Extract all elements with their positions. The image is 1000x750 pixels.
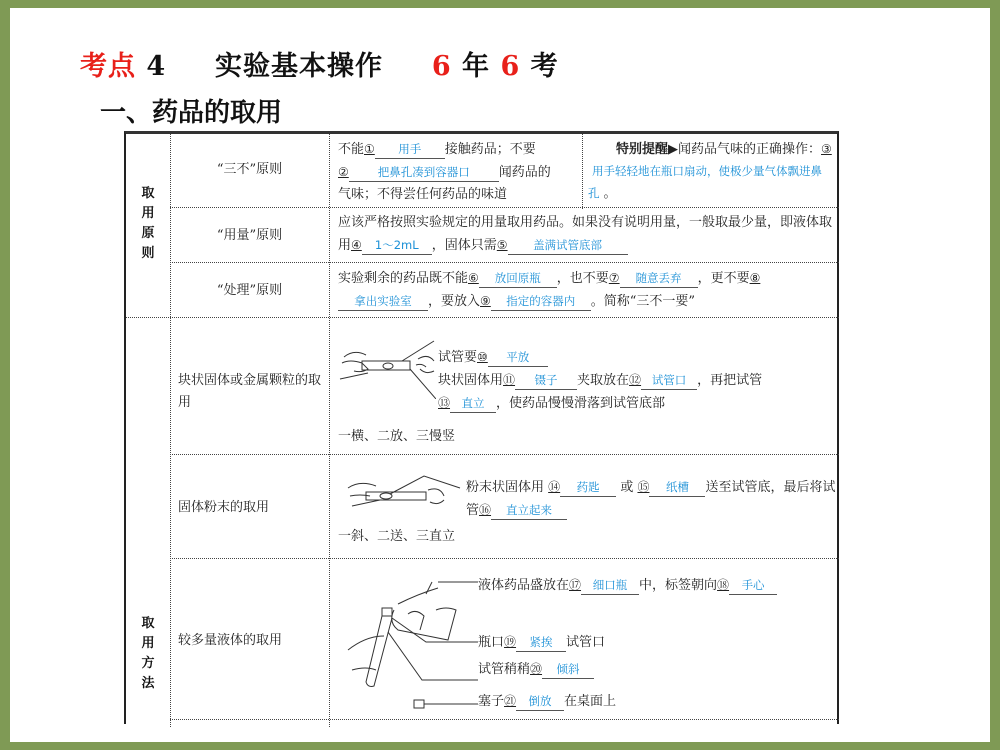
answer-blank-15: 纸槽 xyxy=(649,479,705,497)
answer-blank-3: 用手轻轻地在瓶口扇动，使极少量气体飘进鼻孔 xyxy=(588,164,822,200)
lump-solid-mnemonic: 一横、二放、三慢竖 xyxy=(338,429,456,444)
answer-blank-10: 平放 xyxy=(488,349,548,367)
exams-number: 6 xyxy=(500,51,521,82)
powder-spatula-illustration xyxy=(344,474,464,514)
answer-blank-18: 手心 xyxy=(729,577,777,595)
row-divider xyxy=(170,719,839,720)
powder-steps: 粉末状固体用 ⑭ 药匙 或 ⑮ 纸槽 送至试管底，最后将试管⑯ 直立起来 xyxy=(466,480,836,518)
answer-blank-4: 1～2mL xyxy=(362,237,432,255)
special-tip: 特别提醒▶闻药品气味的正确操作：③用手轻轻地在瓶口扇动，使极少量气体飘进鼻孔 。 xyxy=(588,142,832,201)
row-label-disposal: “处理”原则 xyxy=(216,283,283,298)
pouring-liquid-illustration xyxy=(338,574,478,714)
tip-divider xyxy=(582,134,583,209)
dosage-text: 应该严格按照实验规定的用量取用药品。如果没有说明用量，一般取最少量，即液体取用④ 1～2mL ，固体只需⑤ 盖满试管底部 xyxy=(338,215,833,253)
answer-blank-17: 细口瓶 xyxy=(581,577,639,595)
group-label-principles: 取 用 原 则 xyxy=(141,186,155,261)
answer-blank-12: 试管口 xyxy=(641,372,697,390)
answer-blank-9: 指定的容器内 xyxy=(491,293,591,311)
row-divider xyxy=(170,454,839,455)
answer-blank-6: 放回原瓶 xyxy=(479,270,557,288)
kaodian-number: 4 xyxy=(146,51,167,82)
row-label-liquid: 较多量液体的取用 xyxy=(178,633,283,648)
row-divider xyxy=(170,207,839,208)
section-title: 一、药品的取用 xyxy=(100,98,283,128)
answer-blank-13: 直立 xyxy=(450,395,496,413)
answer-blank-14: 药匙 xyxy=(560,479,616,497)
answer-blank-21: 倒放 xyxy=(516,693,564,711)
answer-blank-11: 镊子 xyxy=(515,372,577,390)
liquid-step-1: 液体药品盛放在⑰ 细口瓶 中，标签朝向⑱ 手心 xyxy=(478,574,838,597)
exams-label: 考 xyxy=(530,51,559,82)
answer-blank-16: 直立起来 xyxy=(491,502,567,520)
row-label-dosage: “用量”原则 xyxy=(216,228,283,243)
answer-blank-7: 随意丢弃 xyxy=(620,270,698,288)
page-title xyxy=(80,44,559,83)
liquid-step-2: 瓶口⑲ 紧挨 试管口 xyxy=(478,635,606,650)
tip-label: 特别提醒▶ xyxy=(616,142,678,157)
column-divider xyxy=(170,134,171,727)
row-divider xyxy=(170,558,839,559)
row-divider xyxy=(170,262,839,263)
liquid-step-3: 试管稍稍⑳ 倾斜 xyxy=(478,658,594,681)
row-label-powder: 固体粉末的取用 xyxy=(178,500,270,515)
row-label-three-nots: “三不”原则 xyxy=(216,162,283,177)
group-divider xyxy=(126,317,839,318)
answer-blank-5: 盖满试管底部 xyxy=(508,237,628,255)
liquid-step-4: 塞子㉑ 倒放 在桌面上 xyxy=(478,694,617,709)
answer-blank-2: 把鼻孔凑到容器口 xyxy=(349,164,499,182)
years-label: 年 xyxy=(462,51,491,82)
disposal-text: 实验剩余的药品既不能⑥ 放回原瓶 ，也不要⑦ 随意丢弃 ，更不要⑧拿出实验室 ，要放入⑨ 指定的容器内 。简称“三不一要” xyxy=(338,271,761,309)
powder-mnemonic: 一斜、二送、三直立 xyxy=(338,529,456,544)
row-label-lump-solid: 块状固体或金属颗粒的取用 xyxy=(178,373,322,410)
three-nots-text: 不能① 用手 接触药品；不要 ② 把鼻孔凑到容器口 闻药品的 气味；不得尝任何药品的味道 xyxy=(338,142,551,202)
answer-blank-19: 紧挨 xyxy=(516,634,566,652)
group-label-methods: 取 用 方 法 xyxy=(141,616,155,691)
topic-title: 实验基本操作 xyxy=(215,51,384,82)
years-number: 6 xyxy=(431,51,452,82)
slide xyxy=(10,8,990,742)
answer-blank-8: 拿出实验室 xyxy=(338,293,428,311)
kaodian-label: 考点 xyxy=(80,51,136,82)
lump-solid-steps: 试管要⑩ 平放 块状固体用⑪ 镊子 夹取放在⑫ 试管口 ，再把试管 ⑬ 直立 ，使药品慢慢滑落到试管底部 xyxy=(438,350,763,411)
answer-blank-1: 用手 xyxy=(375,141,445,159)
tweezers-tube-illustration xyxy=(336,339,436,399)
answer-blank-20: 倾斜 xyxy=(542,661,594,679)
reagent-table xyxy=(124,131,839,724)
column-divider xyxy=(329,134,330,727)
